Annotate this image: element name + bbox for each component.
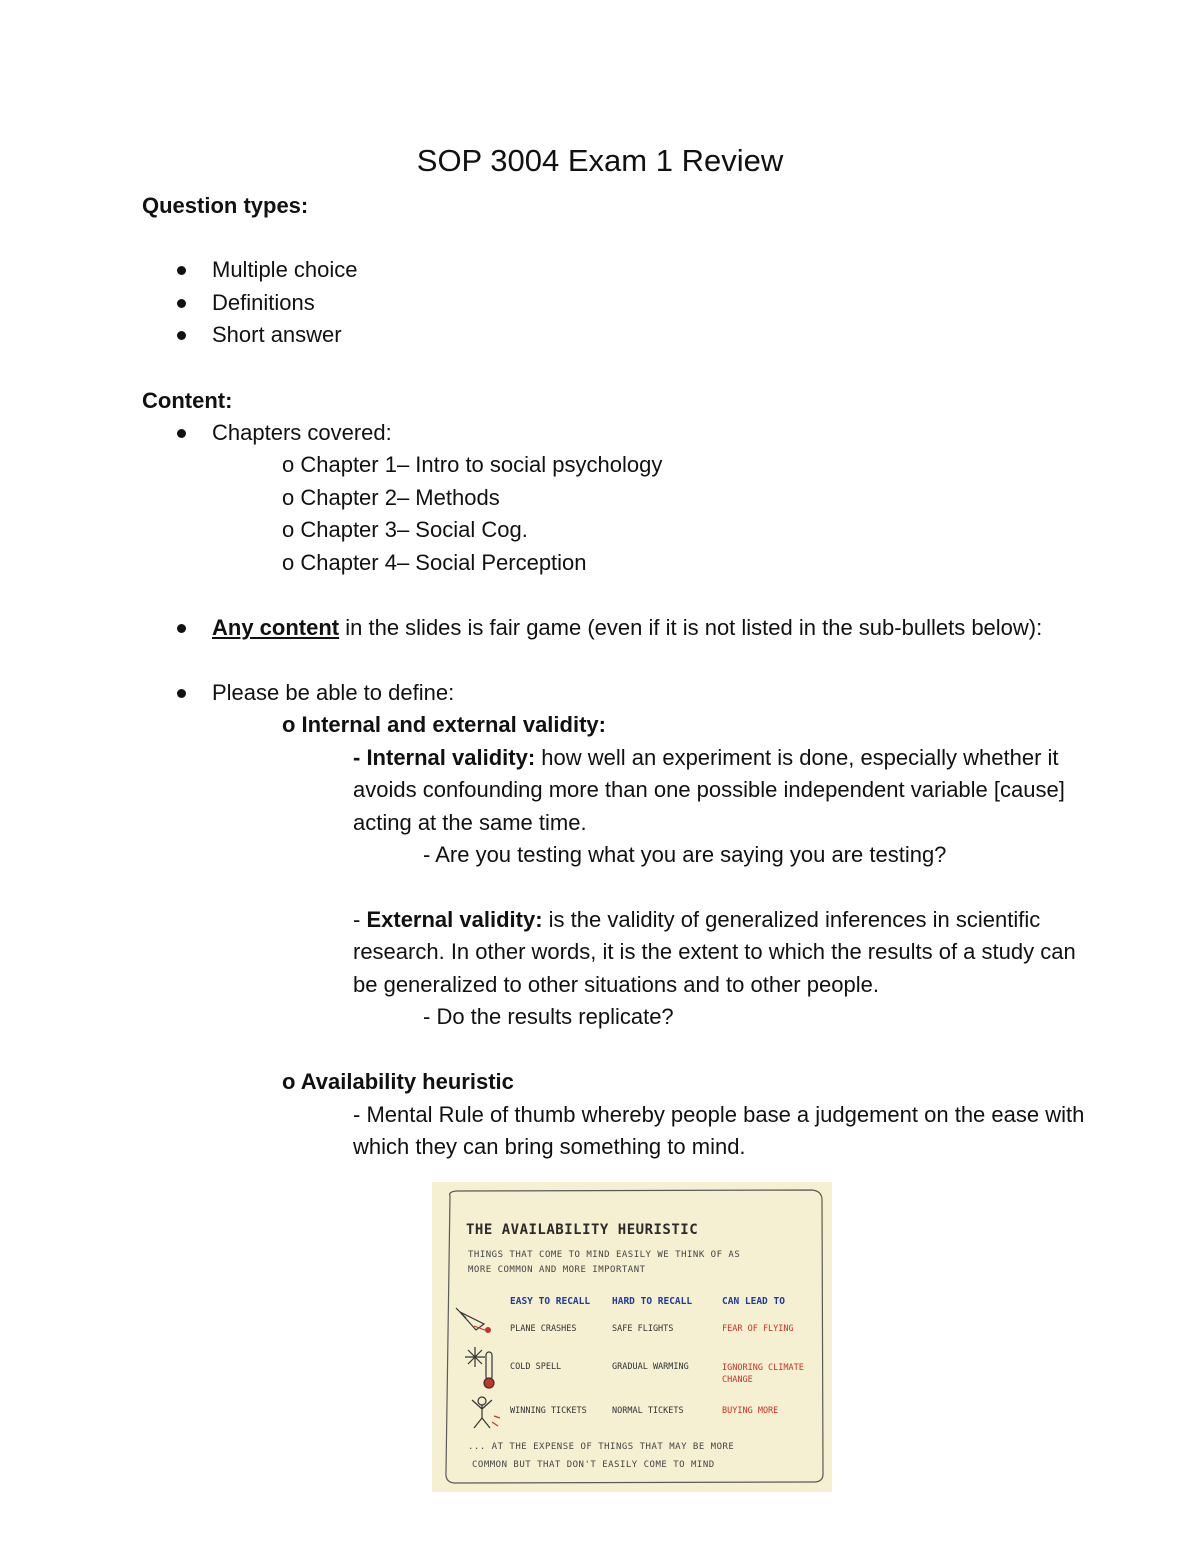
external-validity-text: research. In other words, it is the extent to which the results of a study can (353, 939, 1076, 964)
chapter-item: o Chapter 3– Social Cog. (282, 517, 528, 542)
any-content-line (212, 615, 1042, 640)
thermometer-icon (465, 1347, 494, 1388)
table-cell: GRADUAL WARMING (612, 1362, 689, 1372)
table-cell: NORMAL TICKETS (612, 1406, 684, 1416)
bullet-icon (177, 689, 186, 698)
external-validity-text: be generalized to other situations and to other people. (353, 972, 879, 997)
column-header: EASY TO RECALL (510, 1296, 591, 1307)
external-validity-dash: - (353, 907, 367, 932)
chapter-item: o Chapter 2– Methods (282, 485, 500, 510)
bullet-icon (177, 299, 186, 308)
winner-figure-icon (472, 1397, 500, 1428)
column-header: HARD TO RECALL (612, 1296, 693, 1307)
table-cell: PLANE CRASHES (510, 1324, 577, 1334)
column-header: CAN LEAD TO (722, 1296, 785, 1307)
internal-validity-text: how well an experiment is done, especially whether it (535, 745, 1059, 770)
question-type-item: Definitions (212, 290, 315, 315)
validity-heading: o Internal and external validity: (282, 712, 606, 737)
chapter-item: o Chapter 1– Intro to social psychology (282, 452, 663, 477)
availability-text: - Mental Rule of thumb whereby people base a judgement on the ease with (353, 1102, 1085, 1127)
availability-heading: o Availability heuristic (282, 1069, 514, 1094)
external-validity-term: External validity: (366, 907, 543, 932)
content-heading: Content: (142, 388, 233, 413)
question-type-item: Multiple choice (212, 257, 358, 282)
any-content-text: in the slides is fair game (even if it is not listed in the sub-bullets below): (339, 615, 1043, 640)
illustration-subtitle: MORE COMMON AND MORE IMPORTANT (468, 1265, 646, 1275)
plane-crash-icon (456, 1308, 491, 1333)
illustration-subtitle: THINGS THAT COME TO MIND EASILY WE THINK OF AS (468, 1250, 741, 1260)
table-cell: SAFE FLIGHTS (612, 1324, 674, 1334)
illustration-title: THE AVAILABILITY HEURISTIC (466, 1222, 699, 1238)
bullet-icon (177, 331, 186, 340)
internal-validity-note: - Are you testing what you are saying you are testing? (423, 842, 947, 867)
availability-text: which they can bring something to mind. (353, 1134, 746, 1159)
internal-validity-term: - Internal validity: (353, 745, 536, 770)
question-types-heading: Question types: (142, 193, 309, 218)
external-validity-note: - Do the results replicate? (423, 1004, 674, 1029)
define-label: Please be able to define: (212, 680, 455, 705)
illustration-footer: COMMON BUT THAT DON'T EASILY COME TO MIND (472, 1460, 715, 1470)
bullet-icon (177, 266, 186, 275)
illustration-footer: ... AT THE EXPENSE OF THINGS THAT MAY BE MORE (468, 1442, 735, 1452)
bullet-icon (177, 624, 186, 633)
table-cell: COLD SPELL (510, 1362, 562, 1372)
table-cell: BUYING MORE (722, 1406, 779, 1416)
chapter-item: o Chapter 4– Social Perception (282, 550, 587, 575)
availability-heuristic-illustration (432, 1182, 832, 1492)
internal-validity-text: avoids confounding more than one possible independent variable [cause] (353, 777, 1065, 802)
page-title: SOP 3004 Exam 1 Review (416, 143, 784, 178)
any-content-emphasis: Any content (212, 615, 340, 640)
chapters-label: Chapters covered: (212, 420, 392, 445)
internal-validity-text: acting at the same time. (353, 810, 587, 835)
external-validity-text: is the validity of generalized inferences in scientific (542, 907, 1041, 932)
bullet-icon (177, 429, 186, 438)
question-type-item: Short answer (212, 322, 342, 347)
external-validity-line (353, 907, 1040, 932)
table-cell: IGNORING CLIMATE CHANGE (722, 1363, 804, 1385)
internal-validity-line (353, 745, 1059, 770)
table-cell: WINNING TICKETS (510, 1406, 587, 1416)
table-cell: FEAR OF FLYING (722, 1324, 794, 1334)
